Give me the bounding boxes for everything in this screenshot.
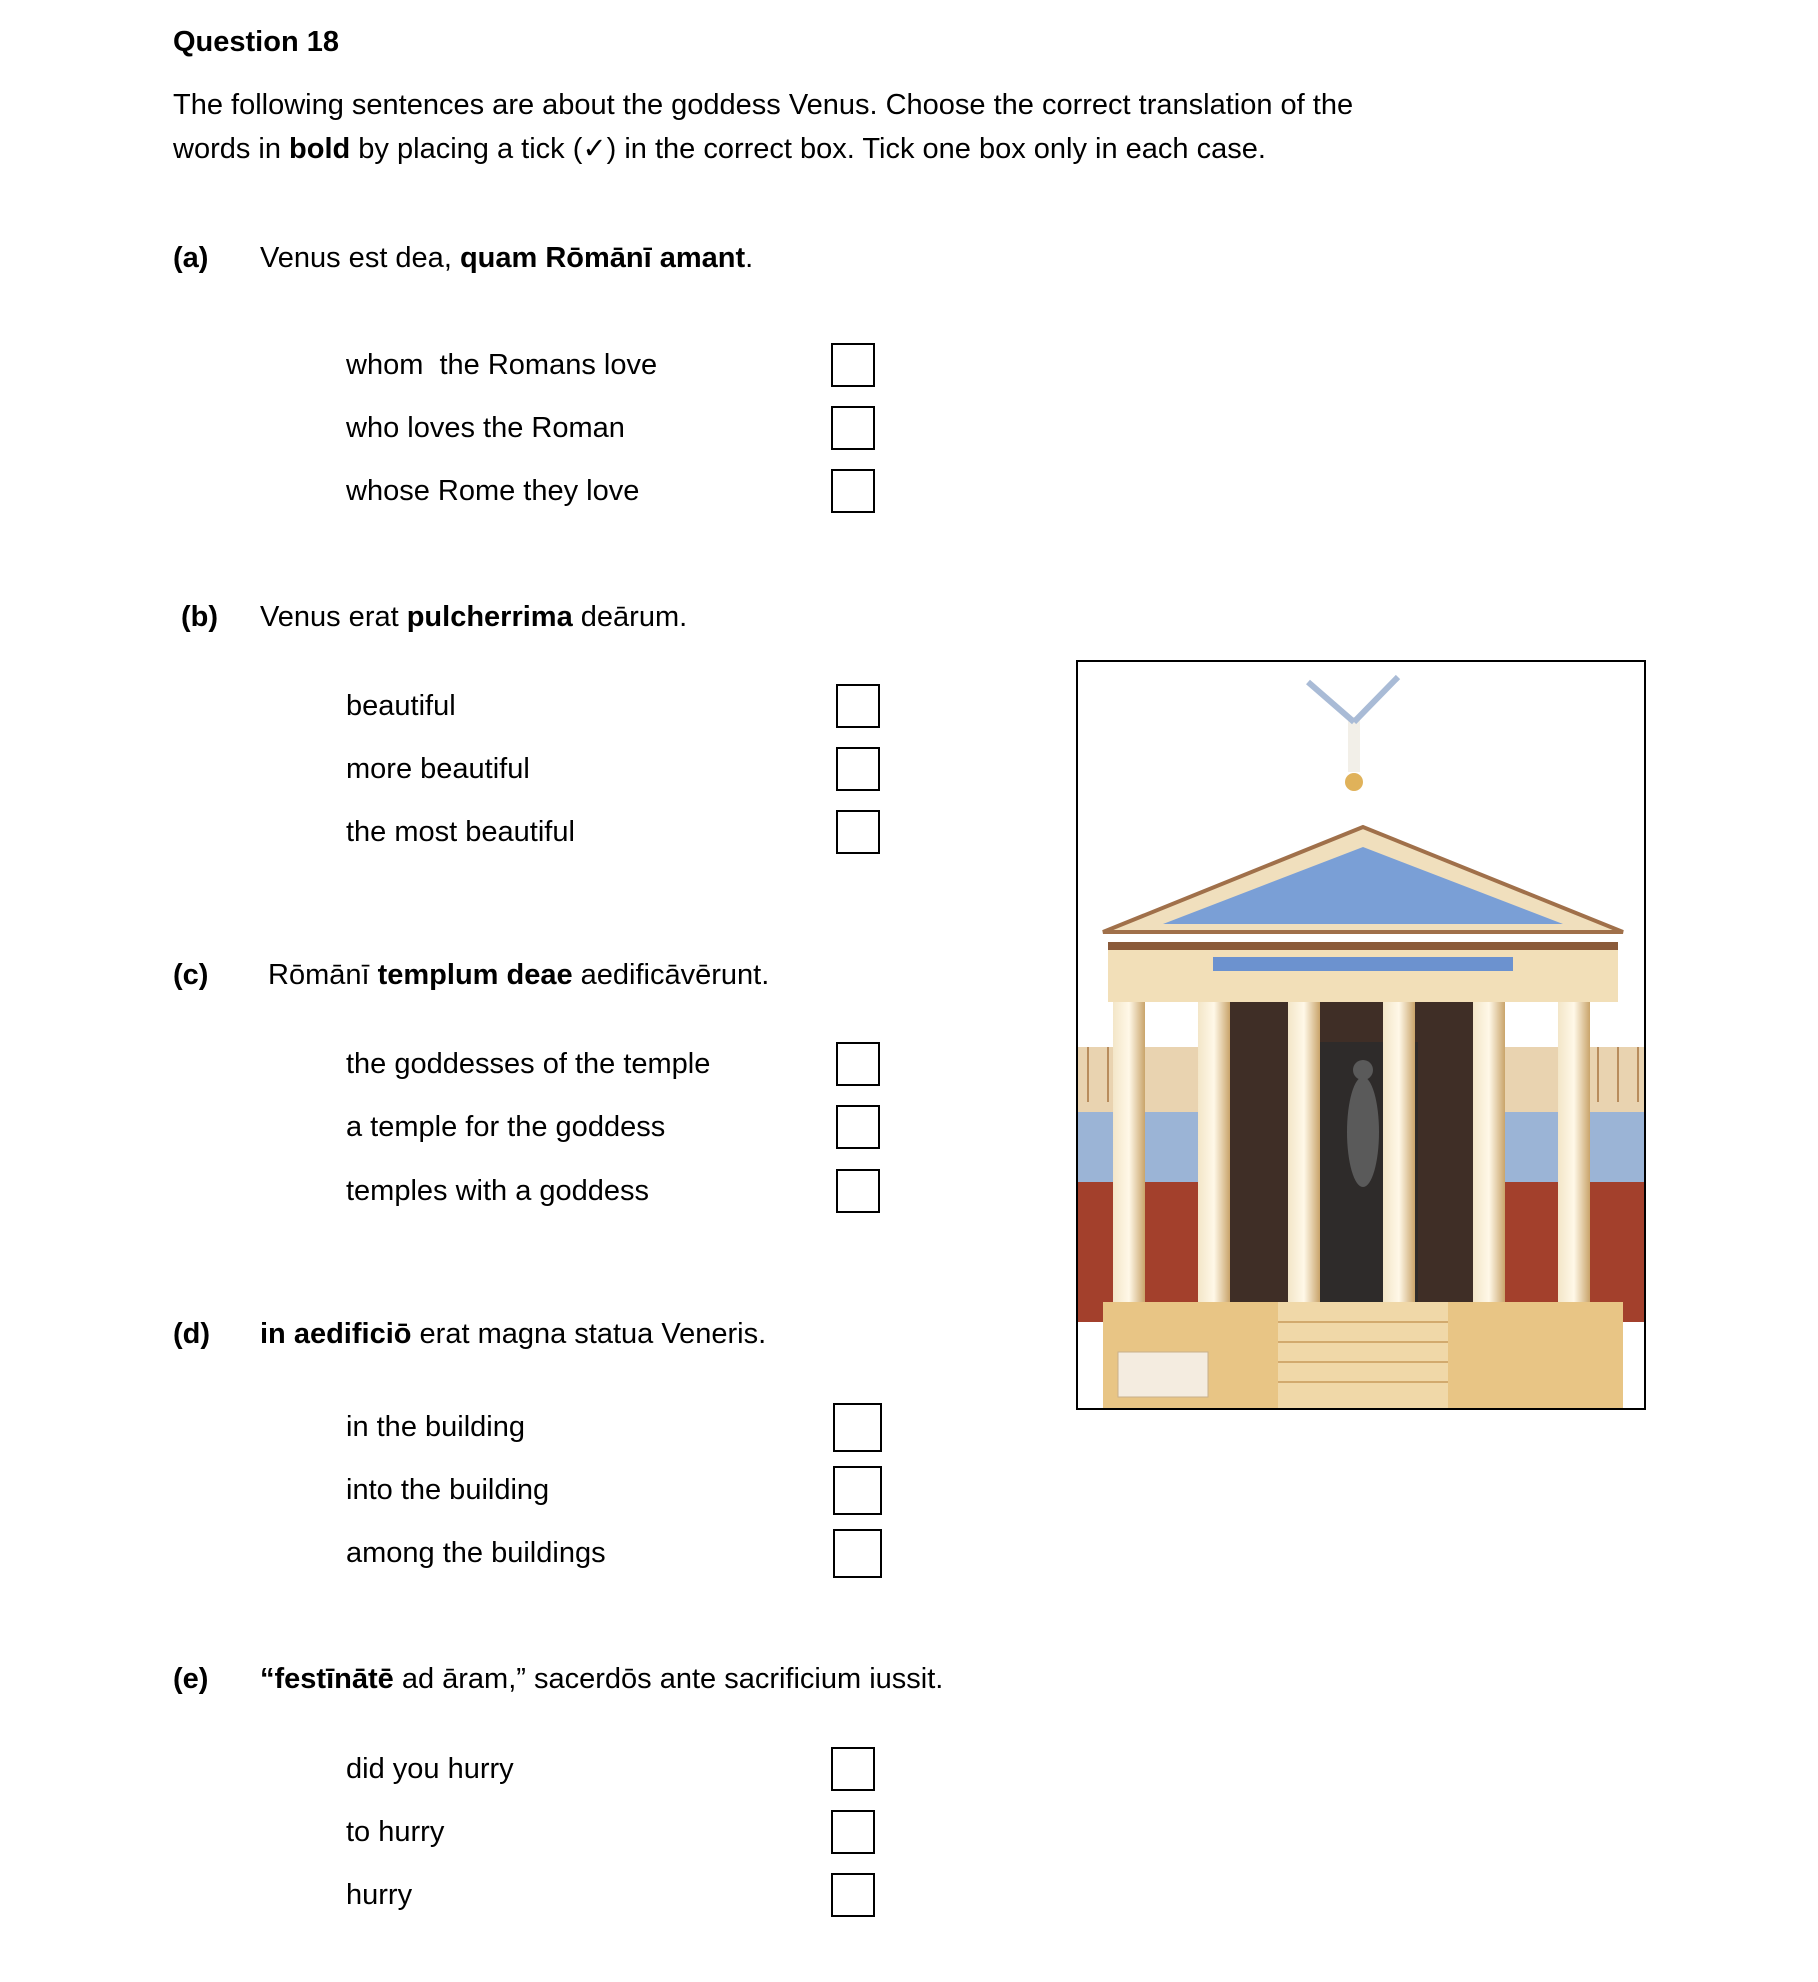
tick-box[interactable] xyxy=(831,469,875,513)
sentence-bold-words: “festīnātē xyxy=(260,1663,394,1695)
tick-box[interactable] xyxy=(836,1042,880,1086)
option-label: whose Rome they love xyxy=(346,475,640,507)
tick-box[interactable] xyxy=(836,747,880,791)
sentence-text: deārum. xyxy=(572,601,688,633)
latin-sentence xyxy=(260,603,687,632)
option-label: among the buildings xyxy=(346,1537,606,1569)
option-label: the goddesses of the temple xyxy=(346,1048,711,1080)
instructions-bold-word: bold xyxy=(289,133,351,165)
latin-sentence xyxy=(260,244,753,273)
question-label: (e) xyxy=(173,1663,209,1695)
option-label: in the building xyxy=(346,1411,525,1443)
tick-box[interactable] xyxy=(831,343,875,387)
sentence-text: ad āram,” sacerdōs ante sacrificium iussit. xyxy=(393,1663,944,1695)
question-title: Question 18 xyxy=(173,26,339,58)
sentence-bold-words: pulcherrima xyxy=(406,601,573,633)
option-label: who loves the Roman xyxy=(346,412,625,444)
option-label: whom the Romans love xyxy=(346,349,658,381)
option-label: a temple for the goddess xyxy=(346,1111,666,1143)
option-label: to hurry xyxy=(346,1816,445,1848)
option-label: hurry xyxy=(346,1879,413,1911)
question-label: (d) xyxy=(173,1318,211,1350)
tick-box[interactable] xyxy=(836,684,880,728)
tick-box[interactable] xyxy=(831,406,875,450)
tick-box[interactable] xyxy=(833,1466,882,1515)
latin-sentence xyxy=(260,1665,943,1694)
instructions-line-1: The following sentences are about the goddess Venus. Choose the correct translation of the xyxy=(173,89,1354,121)
tick-box[interactable] xyxy=(836,1105,880,1149)
question-label: (b) xyxy=(181,601,219,633)
tick-box[interactable] xyxy=(836,1169,880,1213)
tick-box[interactable] xyxy=(836,810,880,854)
latin-sentence xyxy=(260,1320,766,1349)
sentence-text: . xyxy=(745,242,754,274)
tick-box[interactable] xyxy=(831,1810,875,1854)
sentence-text: erat magna statua Veneris. xyxy=(411,1318,767,1350)
tick-box[interactable] xyxy=(831,1747,875,1791)
option-label: the most beautiful xyxy=(346,816,575,848)
sentence-bold-words: quam Rōmānī amant xyxy=(459,242,746,274)
sentence-text: aedificāvērunt. xyxy=(572,959,770,991)
sentence-bold-words: in aedificiō xyxy=(260,1318,412,1350)
option-label: more beautiful xyxy=(346,753,530,785)
question-label: (a) xyxy=(173,242,209,274)
latin-sentence xyxy=(268,961,769,990)
instructions-line-2 xyxy=(173,135,1266,164)
sentence-text: Venus erat xyxy=(260,601,407,633)
instructions-text: words in xyxy=(173,133,290,165)
sentence-text: Rōmānī xyxy=(268,959,378,991)
sentence-text: Venus est dea, xyxy=(260,242,460,274)
question-label: (c) xyxy=(173,959,209,991)
tick-box[interactable] xyxy=(833,1403,882,1452)
option-label: beautiful xyxy=(346,690,456,722)
option-label: temples with a goddess xyxy=(346,1175,650,1207)
tick-box[interactable] xyxy=(831,1873,875,1917)
sentence-bold-words: templum deae xyxy=(377,959,573,991)
temple-of-venus-illustration xyxy=(1076,660,1646,1410)
option-label: into the building xyxy=(346,1474,550,1506)
instructions-text: by placing a tick (✓) in the correct box. Tick one box only in each case. xyxy=(350,133,1266,165)
tick-box[interactable] xyxy=(833,1529,882,1578)
option-label: did you hurry xyxy=(346,1753,514,1785)
